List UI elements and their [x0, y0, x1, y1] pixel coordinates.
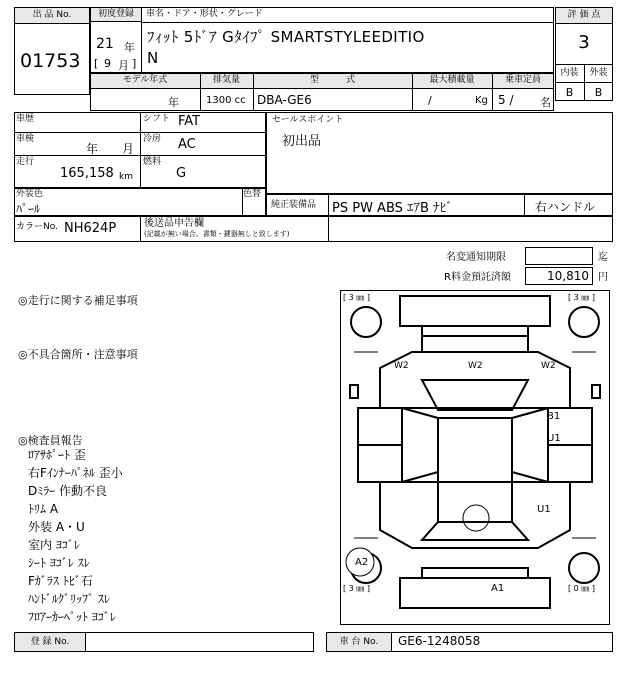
- rear-bumper: [400, 578, 550, 608]
- inspector-line: 外装 A・U: [28, 520, 85, 534]
- aftermarket-label: 後送品申告欄: [144, 218, 204, 229]
- rear-panel: [422, 568, 528, 578]
- auction-sheet: 出 品 No. 01753 初度登録 車名・ドア・形状・グレード 21 年 [ 9 月 ] ﾌｨｯﾄ 5ﾄﾞｱ Gﾀｲﾌﾟ SMARTSTYLEEDITIO N 評 価 点 3 内装 外装 B B モデル年式 排気量 型 式 最大積載量 乗車定員 年 1300 cc DBA-GE6 / Kg 5 / 名 車歴 シフト FAT 車検 年 月 冷房 AC 走行 165,158 km 燃料 G セールスポイント 初出品 外装色 ﾊﾟｰﾙ 色替 純正装備品 PS PW ABS ｴｱB ﾅﾋﾞ 右ハンドル カラーNo. NH624P 後送品申告欄 (記載が無い場合、書類・鍵器無しと致します) 名変通知期限 迄 R料金預託済額 10,810 円 ◎走行に関する補足事項 ◎不具合箇所・注意事項 ◎検査員報告 ﾛｱｻﾎﾟｰﾄ 歪 右Fｲﾝﾅｰﾊﾟﾈﾙ 歪小 Dﾐﾗｰ 作動不良 ﾄﾘﾑ A 外装 A・U 室内 ﾖｺﾞﾚ ｼｰﾄ ﾖｺﾞﾚ ｽﾚ Fｶﾞﾗｽ ﾄﾋﾞ石 ﾊﾝﾄﾞﾙｸﾞﾘｯﾌﾟ ｽﾚ ﾌﾛｱｰｶｰﾍﾟｯﾄ ﾖｺﾞﾚ [ 3 ㎜ ] [ 3 ㎜ ] [ 3 ㎜ ] [ 0 ㎜ ] W2 W2 W2 B1 U1 U1 A2 A1 登 録 No. 車 台 No. GE6-1248058: [0, 0, 640, 680]
- shift-label: シフト: [143, 114, 171, 124]
- defects-title: ◎不具合箇所・注意事項: [18, 348, 138, 361]
- max-load-unit: Kg: [475, 95, 488, 106]
- shift-value: FAT: [178, 114, 201, 129]
- color-no-label: カラーNo.: [16, 222, 58, 232]
- inspector-line: ﾛｱｻﾎﾟｰﾄ 歪: [28, 448, 86, 462]
- color-change-label: 色替: [243, 189, 262, 199]
- first-reg-year-unit: 年: [124, 41, 135, 54]
- ac-label: 冷房: [143, 134, 162, 144]
- interior-label: 内装: [560, 68, 579, 78]
- tire-tread-fr: [ 3 ㎜ ]: [568, 293, 595, 302]
- mark-u1-lower: U1: [537, 504, 551, 515]
- inspector-line: ｼｰﾄ ﾖｺﾞﾚ ｽﾚ: [28, 556, 90, 570]
- tire-tread-rr: [ 0 ㎜ ]: [568, 584, 595, 593]
- mirror-left: [350, 385, 358, 398]
- max-load-label: 最大積載量: [429, 75, 475, 85]
- fuel-value: G: [176, 166, 187, 181]
- inspector-title: ◎検査員報告: [18, 434, 83, 447]
- tire-rear-right: [569, 553, 599, 583]
- inspector-line: Dﾐﾗｰ 作動不良: [28, 484, 108, 498]
- first-reg-month: 9: [104, 57, 111, 70]
- sales-point-value: 初出品: [282, 134, 322, 149]
- inspector-line: 右Fｲﾝﾅｰﾊﾟﾈﾙ 歪小: [28, 466, 123, 480]
- exterior-grade: B: [594, 86, 603, 99]
- running-notes-title: ◎走行に関する補足事項: [18, 294, 138, 307]
- recycle-value: 10,810: [547, 269, 589, 283]
- type-label: 型 式: [309, 75, 355, 85]
- front-grille: [422, 326, 528, 336]
- mark-u1-upper: U1: [547, 433, 561, 444]
- ac-value: AC: [178, 137, 196, 152]
- mark-w2-right: W2: [541, 361, 556, 371]
- exterior-label: 外装: [589, 68, 608, 78]
- steering-value: 右ハンドル: [535, 200, 596, 214]
- history-label: 車歴: [16, 114, 35, 124]
- max-load-value: /: [428, 94, 432, 107]
- car-name-label: 車名・ドア・形状・グレード: [146, 9, 263, 19]
- fuel-label: 燃料: [143, 157, 162, 167]
- rear-quarters: [380, 482, 570, 548]
- type-value: DBA-GE6: [257, 93, 312, 107]
- capacity-label: 乗車定員: [504, 75, 541, 85]
- equipment-value: PS PW ABS ｴｱB ﾅﾋﾞ: [332, 201, 453, 216]
- tire-tread-fl: [ 3 ㎜ ]: [343, 293, 370, 302]
- tire-tread-rl: [ 3 ㎜ ]: [343, 584, 370, 593]
- name-change-label: 名変通知期限: [446, 252, 506, 263]
- windshield: [422, 380, 528, 410]
- lot-number: 01753: [20, 50, 81, 72]
- recycle-unit: 円: [598, 272, 608, 283]
- interior-grade: B: [565, 86, 574, 99]
- model-year-label: モデル年式: [122, 75, 168, 85]
- mirror-right: [592, 385, 600, 398]
- equipment-label: 純正装備品: [271, 200, 317, 210]
- roof: [438, 418, 512, 522]
- inspection-year-unit: 年: [86, 142, 99, 156]
- exterior-color-label: 外装色: [16, 189, 44, 199]
- name-change-unit: 迄: [598, 252, 608, 263]
- mileage-label: 走行: [16, 157, 35, 167]
- first-reg-year: 21: [96, 36, 114, 52]
- hood: [422, 336, 528, 352]
- inspection-label: 車検: [16, 134, 35, 144]
- first-reg-month-unit: 月: [118, 59, 129, 72]
- car-diagram: [340, 290, 610, 625]
- car-name-line2: N: [147, 49, 159, 67]
- score-label: 評 価 点: [567, 10, 601, 20]
- exterior-color-box: [14, 188, 266, 216]
- chassis-label: 車 台 No.: [339, 637, 379, 647]
- inspector-line: ﾌﾛｱｰｶｰﾍﾟｯﾄ ﾖｺﾞﾚ: [28, 610, 116, 624]
- displacement-value: 1300 cc: [206, 95, 246, 106]
- chassis-value: GE6-1248058: [398, 634, 481, 648]
- score-value: 3: [578, 32, 590, 53]
- sales-point-label: セールスポイント: [272, 115, 344, 125]
- inspector-line: ﾄﾘﾑ A: [28, 502, 59, 516]
- model-year-unit: 年: [168, 96, 179, 109]
- front-bumper: [400, 296, 550, 326]
- name-change-value-box: [525, 247, 593, 265]
- car-name-line1: ﾌｨｯﾄ 5ﾄﾞｱ Gﾀｲﾌﾟ SMARTSTYLEEDITIO: [147, 28, 425, 46]
- recycle-label: R料金預託済額: [444, 272, 511, 283]
- mark-a1: A1: [491, 583, 505, 594]
- inspection-month-unit: 月: [122, 142, 135, 156]
- lot-label: 出 品 No.: [32, 10, 72, 20]
- tire-front-left: [351, 307, 381, 337]
- mark-w2-left: W2: [394, 361, 409, 371]
- mark-w2-center: W2: [468, 361, 483, 371]
- mileage-unit: km: [119, 172, 133, 182]
- tire-front-right: [569, 307, 599, 337]
- first-reg-label: 初度登録: [97, 9, 134, 19]
- capacity-value: 5 /: [498, 93, 514, 107]
- exterior-color-value: ﾊﾟｰﾙ: [16, 202, 41, 216]
- aftermarket-note: (記載が無い場合、書類・鍵器無しと致します): [144, 230, 290, 238]
- inspector-line: Fｶﾞﾗｽ ﾄﾋﾞ石: [28, 574, 93, 588]
- color-no-value: NH624P: [64, 221, 117, 236]
- capacity-unit: 名: [540, 96, 551, 109]
- mileage-value: 165,158: [60, 166, 114, 181]
- inspector-line: 室内 ﾖｺﾞﾚ: [28, 538, 80, 552]
- registration-label: 登 録 No.: [30, 637, 70, 647]
- mark-b1: B1: [547, 411, 561, 422]
- inspector-line: ﾊﾝﾄﾞﾙｸﾞﾘｯﾌﾟ ｽﾚ: [28, 592, 110, 606]
- displacement-label: 排気量: [212, 75, 240, 85]
- mark-a2: A2: [355, 557, 369, 568]
